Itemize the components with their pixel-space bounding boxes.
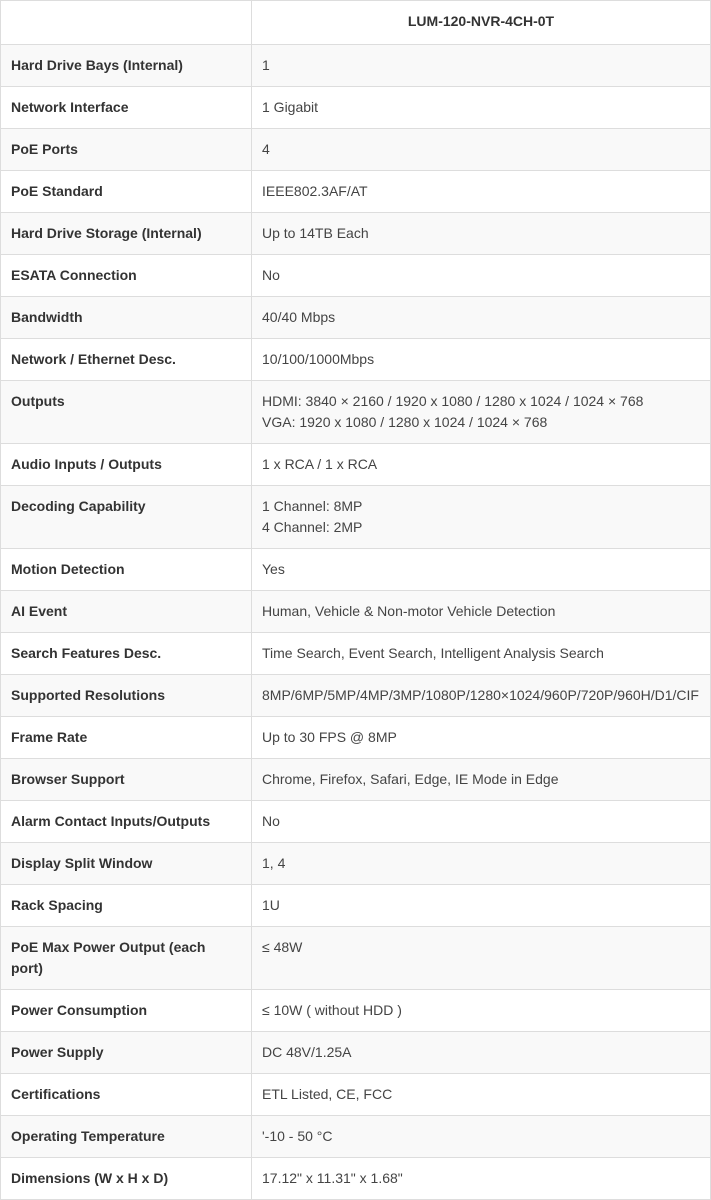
- spec-value-line: 17.12" x 11.31" x 1.68": [262, 1170, 403, 1186]
- spec-label-cell: Certifications: [1, 1074, 252, 1116]
- spec-label-cell: Network Interface: [1, 87, 252, 129]
- spec-label-cell: Network / Ethernet Desc.: [1, 339, 252, 381]
- spec-value-line: HDMI: 3840 × 2160 / 1920 x 1080 / 1280 x 1024 / 1024 × 768: [262, 393, 644, 409]
- table-row: [1, 255, 711, 297]
- spec-label-cell: Bandwidth: [1, 297, 252, 339]
- spec-value-line: 40/40 Mbps: [262, 309, 336, 325]
- table-row: [1, 927, 711, 990]
- table-row: [1, 1116, 711, 1158]
- spec-value-line: '-10 - 50 °C: [262, 1128, 333, 1144]
- spec-value-line: ≤ 10W ( without HDD ): [262, 1002, 402, 1018]
- spec-value-cell: [252, 843, 711, 885]
- table-row: [1, 885, 711, 927]
- spec-label-cell: Supported Resolutions: [1, 675, 252, 717]
- spec-table-body: [1, 45, 711, 1200]
- spec-value-cell: [252, 549, 711, 591]
- spec-value-line: 1 Channel: 8MP: [262, 498, 363, 514]
- table-row: [1, 87, 711, 129]
- spec-label-cell: AI Event: [1, 591, 252, 633]
- table-row: [1, 591, 711, 633]
- table-row: [1, 801, 711, 843]
- spec-value-line: Up to 14TB Each: [262, 225, 369, 241]
- spec-value-line: Chrome, Firefox, Safari, Edge, IE Mode in Edge: [262, 771, 559, 787]
- spec-value-line: 10/100/1000Mbps: [262, 351, 375, 367]
- spec-label-cell: Hard Drive Storage (Internal): [1, 213, 252, 255]
- table-row: [1, 717, 711, 759]
- spec-value-cell: [252, 444, 711, 486]
- table-row: [1, 990, 711, 1032]
- spec-value-cell: [252, 927, 711, 990]
- spec-table-header: [1, 1, 711, 45]
- header-row: [1, 1, 711, 45]
- spec-value-cell: [252, 129, 711, 171]
- spec-label-cell: Dimensions (W x H x D): [1, 1158, 252, 1200]
- table-row: [1, 843, 711, 885]
- table-row: [1, 486, 711, 549]
- table-row: [1, 675, 711, 717]
- spec-value-line: 1 Gigabit: [262, 99, 319, 115]
- spec-value-line: Up to 30 FPS @ 8MP: [262, 729, 397, 745]
- spec-value-cell: [252, 801, 711, 843]
- header-label-cell: [1, 1, 252, 45]
- spec-value-cell: [252, 633, 711, 675]
- spec-value-cell: [252, 297, 711, 339]
- spec-value-line: 4 Channel: 2MP: [262, 519, 363, 535]
- header-model-cell: LUM-120-NVR-4CH-0T: [252, 1, 711, 45]
- table-row: [1, 213, 711, 255]
- spec-label-cell: ESATA Connection: [1, 255, 252, 297]
- spec-value-line: 1U: [262, 897, 280, 913]
- table-row: [1, 381, 711, 444]
- spec-value-cell: [252, 213, 711, 255]
- spec-value-line: 8MP/6MP/5MP/4MP/3MP/1080P/1280×1024/960P/720P/960H/D1/CIF: [262, 687, 699, 703]
- spec-value-line: Yes: [262, 561, 285, 577]
- spec-label-cell: Rack Spacing: [1, 885, 252, 927]
- table-row: [1, 297, 711, 339]
- spec-value-line: VGA: 1920 x 1080 / 1280 x 1024 / 1024 × 768: [262, 414, 548, 430]
- spec-value-cell: [252, 1158, 711, 1200]
- spec-value-line: 1 x RCA / 1 x RCA: [262, 456, 378, 472]
- table-row: [1, 129, 711, 171]
- spec-label-cell: Audio Inputs / Outputs: [1, 444, 252, 486]
- spec-value-cell: [252, 339, 711, 381]
- spec-label-cell: Alarm Contact Inputs/Outputs: [1, 801, 252, 843]
- spec-label-cell: PoE Standard: [1, 171, 252, 213]
- spec-value-cell: [252, 1116, 711, 1158]
- spec-label-cell: Browser Support: [1, 759, 252, 801]
- table-row: [1, 444, 711, 486]
- spec-value-cell: [252, 45, 711, 87]
- table-row: [1, 759, 711, 801]
- spec-label-cell: Operating Temperature: [1, 1116, 252, 1158]
- spec-value-cell: [252, 1032, 711, 1074]
- spec-value-line: DC 48V/1.25A: [262, 1044, 352, 1060]
- spec-value-line: No: [262, 813, 280, 829]
- spec-label-cell: Search Features Desc.: [1, 633, 252, 675]
- spec-value-cell: [252, 1074, 711, 1116]
- spec-value-cell: [252, 990, 711, 1032]
- table-row: [1, 633, 711, 675]
- spec-value-cell: [252, 87, 711, 129]
- table-row: [1, 339, 711, 381]
- table-row: [1, 171, 711, 213]
- spec-value-cell: [252, 675, 711, 717]
- spec-label-cell: Frame Rate: [1, 717, 252, 759]
- spec-value-cell: [252, 885, 711, 927]
- spec-value-line: No: [262, 267, 280, 283]
- spec-value-line: 1, 4: [262, 855, 286, 871]
- spec-value-cell: [252, 255, 711, 297]
- spec-value-line: ETL Listed, CE, FCC: [262, 1086, 393, 1102]
- spec-value-cell: [252, 171, 711, 213]
- spec-value-cell: [252, 759, 711, 801]
- table-row: [1, 1158, 711, 1200]
- spec-value-line: 4: [262, 141, 270, 157]
- spec-value-cell: [252, 381, 711, 444]
- spec-label-cell: Outputs: [1, 381, 252, 444]
- spec-label-cell: PoE Ports: [1, 129, 252, 171]
- spec-label-cell: Hard Drive Bays (Internal): [1, 45, 252, 87]
- spec-value-cell: [252, 486, 711, 549]
- spec-value-line: 1: [262, 57, 270, 73]
- spec-value-line: Time Search, Event Search, Intelligent Analysis Search: [262, 645, 604, 661]
- table-row: [1, 1032, 711, 1074]
- spec-label-cell: Display Split Window: [1, 843, 252, 885]
- spec-value-cell: [252, 591, 711, 633]
- spec-label-cell: Power Supply: [1, 1032, 252, 1074]
- spec-value-cell: [252, 717, 711, 759]
- spec-value-line: ≤ 48W: [262, 939, 303, 955]
- spec-value-line: Human, Vehicle & Non-motor Vehicle Detection: [262, 603, 556, 619]
- table-row: [1, 1074, 711, 1116]
- spec-value-line: IEEE802.3AF/AT: [262, 183, 368, 199]
- spec-label-cell: Power Consumption: [1, 990, 252, 1032]
- table-row: [1, 549, 711, 591]
- spec-label-cell: Decoding Capability: [1, 486, 252, 549]
- table-row: [1, 45, 711, 87]
- spec-label-cell: PoE Max Power Output (each port): [1, 927, 252, 990]
- spec-label-cell: Motion Detection: [1, 549, 252, 591]
